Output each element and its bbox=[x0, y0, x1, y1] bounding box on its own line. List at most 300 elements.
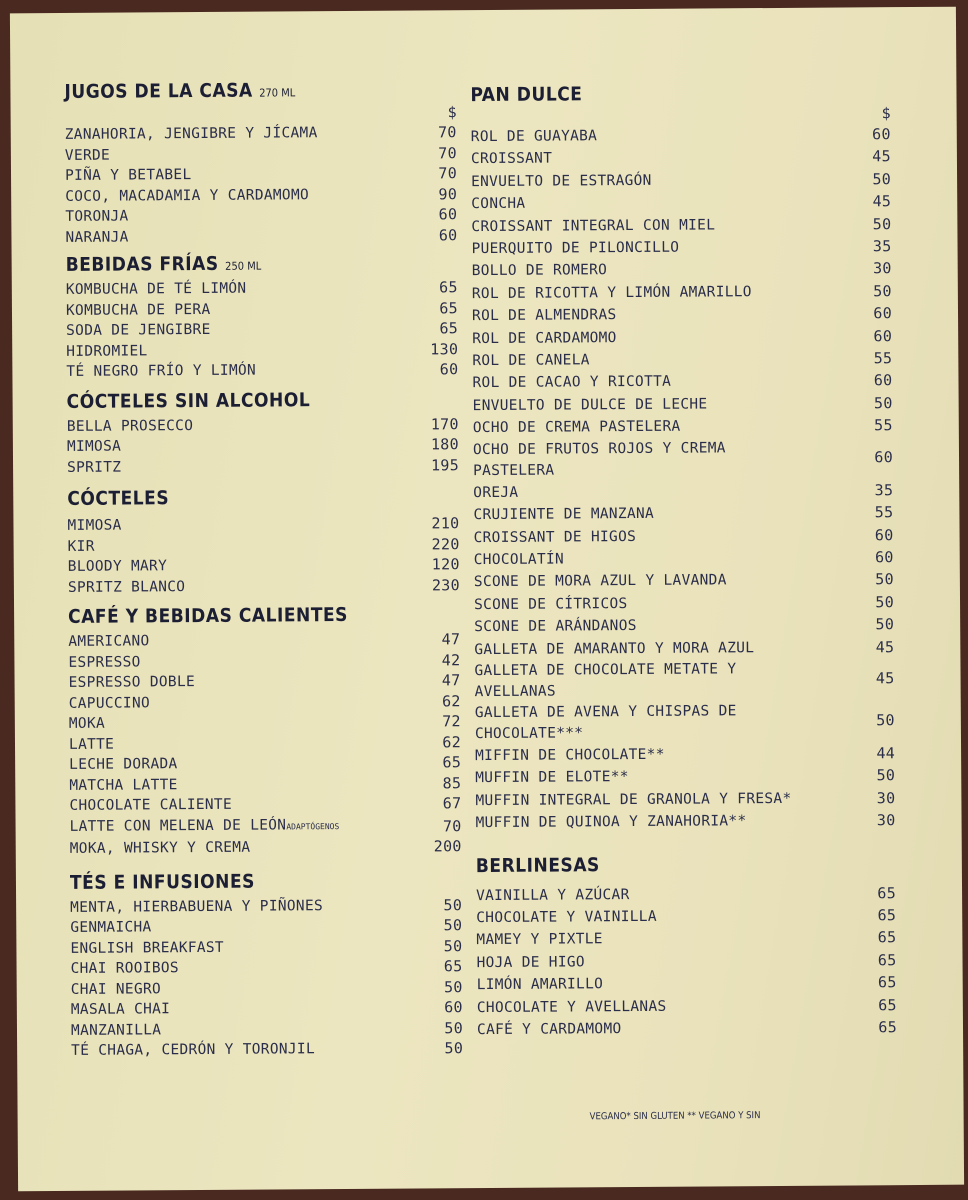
item-name-text: GALLETA DE CHOCOLATE METATE Y AVELLANAS bbox=[474, 661, 737, 701]
item-name-text: MANZANILLA bbox=[70, 1021, 162, 1039]
item-name-text: ROL DE ALMENDRAS bbox=[471, 307, 617, 325]
menu-item bbox=[66, 339, 458, 362]
section-title: PAN DULCE bbox=[470, 83, 583, 107]
menu-item bbox=[70, 895, 462, 918]
menu-item bbox=[474, 636, 894, 661]
menu-item bbox=[471, 146, 891, 171]
item-name-text: CHAI ROOIBOS bbox=[70, 960, 179, 977]
item-name-text: ENGLISH BREAKFAST bbox=[70, 939, 224, 957]
item-name bbox=[473, 437, 803, 481]
section-heading bbox=[67, 485, 459, 516]
item-name bbox=[65, 185, 309, 207]
item-name bbox=[68, 556, 167, 577]
item-name bbox=[65, 165, 192, 186]
item-name bbox=[473, 393, 708, 417]
item-price: 210 bbox=[431, 514, 460, 533]
section-title: BERLINESAS bbox=[475, 853, 600, 877]
item-name-text: SODA DE JENGIBRE bbox=[66, 321, 211, 339]
item-name-text: CHOCOLATÍN bbox=[473, 551, 565, 568]
item-price: 50 bbox=[873, 282, 892, 301]
menu-item bbox=[71, 997, 463, 1020]
section-title: CAFÉ Y BEBIDAS CALIENTES bbox=[68, 603, 349, 628]
item-price: 70 bbox=[438, 123, 457, 142]
item-name bbox=[475, 810, 746, 834]
menu-item bbox=[68, 650, 460, 673]
item-price: 30 bbox=[876, 788, 896, 808]
menu-item bbox=[67, 434, 459, 457]
menu-item bbox=[476, 904, 896, 929]
item-name-text: KOMBUCHA DE TÉ LIMÓN bbox=[65, 280, 247, 298]
item-name bbox=[68, 577, 186, 598]
section-title: BEBIDAS FRÍAS bbox=[65, 252, 219, 276]
item-name bbox=[476, 884, 630, 907]
section-unit: 250 ML bbox=[225, 259, 262, 273]
item-list bbox=[65, 122, 458, 248]
item-name-text: LATTE bbox=[68, 736, 115, 753]
menu-item bbox=[473, 479, 893, 504]
item-name-text: SPRITZ BLANCO bbox=[67, 578, 186, 596]
menu-item bbox=[472, 347, 892, 372]
item-name-text: TORONJA bbox=[65, 208, 129, 225]
item-price: 47 bbox=[441, 671, 461, 690]
item-name bbox=[477, 973, 604, 996]
item-name-text: ROL DE RICOTTA Y LIMÓN AMARILLO bbox=[471, 283, 752, 302]
menu-item bbox=[71, 977, 463, 1000]
item-name-text: MUFFIN INTEGRAL DE GRANOLA Y FRESA* bbox=[475, 790, 792, 809]
menu-item bbox=[69, 793, 461, 816]
section-jugos-de-la-casa bbox=[64, 78, 457, 248]
item-price: 45 bbox=[875, 637, 895, 656]
item-list bbox=[66, 277, 459, 382]
item-price: 50 bbox=[443, 936, 463, 955]
item-name-text: MIMOSA bbox=[66, 438, 122, 455]
item-name bbox=[71, 1020, 161, 1041]
item-price: 35 bbox=[872, 237, 892, 256]
item-price: 50 bbox=[444, 1039, 464, 1058]
section-heading bbox=[476, 852, 896, 885]
item-name bbox=[473, 481, 518, 504]
item-price: 195 bbox=[430, 455, 460, 474]
section-heading bbox=[68, 603, 460, 632]
menu-item bbox=[473, 414, 893, 439]
menu-item bbox=[66, 298, 458, 321]
menu-item bbox=[476, 927, 896, 952]
menu-item bbox=[65, 184, 457, 207]
menu-item bbox=[70, 936, 462, 959]
item-name bbox=[475, 744, 665, 768]
menu-item bbox=[473, 437, 893, 482]
item-name-text: LECHE DORADA bbox=[69, 756, 178, 773]
item-name bbox=[473, 503, 654, 527]
item-name bbox=[65, 123, 318, 145]
item-name bbox=[70, 937, 224, 959]
item-price: 70 bbox=[438, 164, 458, 183]
diet-legend: VEGANO* SIN GLUTEN ** VEGANO Y SIN bbox=[589, 1110, 761, 1123]
menu-item bbox=[66, 277, 458, 300]
menu-item bbox=[475, 787, 895, 812]
item-name-text: BLOODY MARY bbox=[67, 558, 168, 575]
item-name-text: SCONE DE MORA AZUL Y LAVANDA bbox=[473, 572, 727, 591]
item-name bbox=[474, 615, 637, 639]
item-price: 60 bbox=[438, 225, 458, 244]
item-price: 65 bbox=[877, 973, 897, 992]
item-name-text: CROISSANT DE HIGOS bbox=[473, 528, 637, 546]
menu-item bbox=[475, 764, 895, 789]
item-name bbox=[67, 457, 121, 478]
item-price: 65 bbox=[877, 906, 897, 925]
item-list bbox=[476, 882, 897, 1042]
item-name-text: VAINILLA Y AZÚCAR bbox=[476, 886, 630, 904]
section-bebidas-frias bbox=[66, 251, 459, 382]
item-list bbox=[471, 123, 896, 834]
section-heading bbox=[64, 78, 456, 105]
menu-item bbox=[71, 956, 463, 979]
item-name bbox=[68, 536, 95, 557]
item-name-text: GENMAICHA bbox=[70, 919, 152, 936]
item-name bbox=[70, 838, 251, 860]
item-price: 65 bbox=[439, 298, 459, 317]
item-price: 62 bbox=[442, 732, 462, 751]
menu-item bbox=[477, 994, 897, 1019]
section-unit: 270 ML bbox=[259, 86, 296, 100]
item-price: 50 bbox=[875, 570, 894, 589]
menu-item bbox=[472, 258, 892, 283]
item-name-text: MENTA, HIERBABUENA Y PIÑONES bbox=[70, 897, 324, 916]
menu-item bbox=[69, 691, 461, 714]
menu-item bbox=[65, 204, 457, 227]
item-name-text: ENVUELTO DE DULCE DE LECHE bbox=[472, 396, 708, 414]
item-name bbox=[68, 652, 140, 673]
menu-item bbox=[472, 280, 892, 305]
item-price: 170 bbox=[430, 414, 459, 433]
item-name-text: CHOCOLATE CALIENTE bbox=[69, 796, 233, 814]
menu-item bbox=[472, 302, 892, 327]
item-name-text: MUFFIN DE QUINOA Y ZANAHORIA** bbox=[475, 813, 747, 832]
item-price: 60 bbox=[874, 525, 894, 544]
menu-item bbox=[475, 809, 895, 834]
section-heading bbox=[470, 81, 890, 106]
item-price: 50 bbox=[875, 592, 895, 612]
item-name-text: OCHO DE FRUTOS ROJOS Y CREMA PASTELERA bbox=[472, 440, 726, 479]
menu-item bbox=[65, 225, 457, 248]
menu-item bbox=[70, 836, 462, 859]
menu-item bbox=[70, 814, 462, 839]
item-name bbox=[68, 631, 149, 652]
item-name-text: LATTE CON MELENA DE LEÓN bbox=[69, 816, 287, 835]
item-name-text: PIÑA Y BETABEL bbox=[64, 167, 192, 184]
item-name bbox=[65, 206, 128, 227]
menu-item bbox=[471, 235, 891, 260]
item-price: 45 bbox=[872, 192, 892, 211]
item-name bbox=[66, 320, 211, 342]
menu-item bbox=[476, 882, 896, 907]
section-title: TÉS E INFUSIONES bbox=[69, 870, 255, 894]
item-price: 50 bbox=[443, 916, 463, 935]
item-name-text: MATCHA LATTE bbox=[69, 776, 178, 794]
menu-item bbox=[471, 168, 891, 193]
item-name-text: ROL DE CACAO Y RICOTTA bbox=[472, 374, 672, 392]
item-name bbox=[474, 637, 754, 661]
menu-item bbox=[69, 711, 461, 734]
menu-item bbox=[475, 700, 895, 745]
item-name-text: TÉ NEGRO FRÍO Y LIMÓN bbox=[66, 362, 257, 380]
menu-item bbox=[472, 325, 892, 350]
item-list bbox=[70, 895, 463, 1062]
item-name-text: MUFFIN DE ELOTE** bbox=[475, 769, 629, 787]
item-name-text: AMERICANO bbox=[68, 633, 150, 650]
section-title: CÓCTELES bbox=[67, 487, 170, 510]
item-name bbox=[475, 766, 629, 789]
section-berlinesas bbox=[476, 852, 897, 1042]
menu-item bbox=[67, 513, 459, 536]
item-name bbox=[69, 754, 177, 775]
item-list bbox=[68, 629, 462, 859]
item-name-text: CONCHA bbox=[471, 195, 526, 213]
menu-item bbox=[67, 414, 459, 437]
item-price: 60 bbox=[874, 448, 894, 467]
item-price: 50 bbox=[444, 1018, 464, 1037]
item-name bbox=[471, 214, 715, 238]
item-price: 60 bbox=[874, 548, 894, 567]
item-name-text: NARANJA bbox=[65, 228, 129, 246]
menu-item bbox=[68, 554, 460, 577]
item-price: 65 bbox=[442, 753, 462, 772]
item-name bbox=[65, 227, 128, 248]
item-price: 60 bbox=[873, 304, 893, 323]
section-cafe-y-bebidas-calientes bbox=[68, 603, 462, 859]
item-name bbox=[472, 260, 608, 283]
item-list bbox=[67, 513, 460, 598]
item-name-text: TÉ CHAGA, CEDRÓN Y TORONJIL bbox=[71, 1041, 316, 1059]
item-name bbox=[474, 548, 564, 571]
item-price: 47 bbox=[441, 630, 461, 649]
item-price: 220 bbox=[431, 534, 460, 553]
item-name bbox=[69, 714, 105, 735]
menu-item bbox=[473, 501, 893, 526]
item-name-text: CHAI NEGRO bbox=[70, 980, 162, 998]
item-name bbox=[71, 979, 161, 1000]
item-name bbox=[71, 958, 179, 979]
item-name bbox=[475, 788, 791, 813]
item-name-text: OREJA bbox=[473, 484, 519, 501]
menu-item bbox=[69, 670, 461, 693]
item-name-text: ESPRESSO DOBLE bbox=[68, 674, 196, 691]
item-name-text: CROISSANT bbox=[470, 150, 553, 168]
item-price: 60 bbox=[439, 360, 459, 379]
item-name bbox=[472, 304, 617, 327]
item-price: 180 bbox=[430, 435, 459, 454]
item-price: 120 bbox=[431, 555, 460, 574]
item-price: 62 bbox=[441, 691, 461, 710]
menu-item bbox=[474, 658, 894, 703]
item-note: ADAPTÓGENOS bbox=[286, 821, 340, 831]
item-price: 30 bbox=[872, 259, 892, 278]
item-name bbox=[474, 659, 804, 703]
item-price: 42 bbox=[441, 650, 461, 669]
item-name-text: GALLETA DE AVENA Y CHISPAS DE CHOCOLATE*** bbox=[474, 703, 737, 743]
item-name-text: CHOCOLATE Y VAINILLA bbox=[476, 908, 657, 927]
item-name-text: VERDE bbox=[64, 147, 111, 164]
menu-item bbox=[473, 524, 893, 549]
item-name bbox=[476, 906, 657, 930]
item-name bbox=[472, 371, 671, 395]
item-name-text: CRUJIENTE DE MANZANA bbox=[473, 505, 655, 524]
item-price: 50 bbox=[872, 214, 892, 233]
item-price: 45 bbox=[872, 147, 891, 166]
item-name-text: MIFFIN DE CHOCOLATE** bbox=[475, 746, 665, 765]
item-name bbox=[70, 917, 151, 938]
item-price: 70 bbox=[442, 816, 462, 835]
item-name bbox=[473, 525, 636, 549]
item-name bbox=[69, 734, 114, 755]
item-list bbox=[67, 414, 459, 478]
item-name bbox=[471, 193, 525, 216]
item-name-text: SCONE DE ARÁNDANOS bbox=[474, 618, 637, 636]
item-price: 60 bbox=[438, 205, 458, 224]
item-price: 45 bbox=[875, 669, 895, 688]
item-price: 65 bbox=[877, 883, 897, 902]
item-price: 30 bbox=[876, 811, 896, 830]
menu-item bbox=[474, 591, 894, 616]
item-price: 44 bbox=[876, 744, 896, 763]
item-price: 55 bbox=[874, 416, 893, 435]
item-name bbox=[477, 995, 667, 1019]
item-name bbox=[476, 929, 603, 952]
menu-item bbox=[68, 629, 460, 652]
item-price: 60 bbox=[873, 371, 893, 390]
item-price: 55 bbox=[874, 503, 894, 522]
menu-item bbox=[472, 370, 892, 395]
item-price: 50 bbox=[443, 977, 463, 996]
item-name-text: ROL DE CARDAMOMO bbox=[472, 329, 617, 347]
item-name bbox=[477, 1018, 622, 1041]
item-price: 50 bbox=[873, 394, 893, 413]
menu-item bbox=[473, 392, 893, 417]
item-name bbox=[473, 416, 681, 440]
item-name bbox=[474, 570, 727, 594]
item-name bbox=[69, 775, 177, 796]
menu-item bbox=[476, 949, 896, 974]
menu-item bbox=[68, 534, 460, 557]
item-name bbox=[66, 299, 211, 321]
item-name-text: ESPRESSO bbox=[68, 653, 141, 671]
item-price: 90 bbox=[438, 184, 458, 203]
item-price: 55 bbox=[873, 349, 893, 368]
item-name-text: ROL DE GUAYABA bbox=[470, 128, 598, 146]
section-tes-e-infusiones bbox=[70, 869, 463, 1062]
item-name bbox=[71, 999, 170, 1020]
item-price: 70 bbox=[438, 143, 457, 162]
item-name bbox=[67, 416, 194, 437]
item-name-text: CROISSANT INTEGRAL CON MIEL bbox=[471, 217, 716, 235]
item-price: 65 bbox=[439, 278, 458, 297]
section-heading bbox=[66, 251, 458, 280]
right-column bbox=[470, 81, 897, 1041]
item-name-text: HIDROMIEL bbox=[66, 342, 148, 360]
menu-item bbox=[65, 163, 457, 186]
menu-item bbox=[69, 752, 461, 775]
menu-item bbox=[65, 143, 457, 166]
item-price: 35 bbox=[874, 480, 894, 499]
item-name-text: BOLLO DE ROMERO bbox=[471, 262, 608, 280]
menu-item bbox=[71, 1038, 463, 1061]
menu-item bbox=[70, 915, 462, 938]
item-name bbox=[70, 896, 323, 918]
item-name-text: MOKA bbox=[68, 715, 106, 732]
item-price: 65 bbox=[878, 1018, 898, 1037]
item-price: 130 bbox=[430, 339, 459, 358]
item-name-text: COCO, MACADAMIA Y CARDAMOMO bbox=[65, 186, 310, 205]
section-cocteles-sin-alcohol bbox=[67, 388, 460, 478]
section-heading bbox=[70, 869, 462, 898]
menu-item bbox=[474, 613, 894, 638]
item-name bbox=[471, 125, 598, 148]
item-price: 230 bbox=[431, 575, 460, 594]
item-name bbox=[67, 516, 121, 537]
item-name bbox=[67, 437, 121, 458]
item-name-text: SCONE DE CÍTRICOS bbox=[473, 595, 628, 613]
item-name bbox=[70, 815, 340, 839]
item-name-text: MIMOSA bbox=[67, 517, 122, 534]
item-price: 65 bbox=[877, 950, 897, 970]
item-name-text: MAMEY Y PIXTLE bbox=[476, 931, 603, 949]
item-price: 60 bbox=[873, 326, 893, 345]
section-title: JUGOS DE LA CASA bbox=[64, 79, 253, 103]
item-name-text: CAFÉ Y CARDAMOMO bbox=[476, 1021, 622, 1039]
menu-item bbox=[474, 568, 894, 593]
item-name bbox=[471, 170, 652, 194]
item-name bbox=[472, 281, 752, 305]
item-name-text: ROL DE CANELA bbox=[472, 352, 590, 370]
item-name-text: MASALA CHAI bbox=[70, 1001, 171, 1018]
currency-symbol: $ bbox=[447, 103, 457, 122]
menu-item bbox=[68, 575, 460, 598]
item-name-text: LIMÓN AMARILLO bbox=[476, 976, 604, 994]
menu-item bbox=[475, 742, 895, 767]
section-title: CÓCTELES SIN ALCOHOL bbox=[66, 388, 311, 413]
item-name bbox=[69, 795, 232, 817]
item-price: 60 bbox=[872, 125, 891, 144]
section-heading bbox=[67, 388, 459, 417]
item-name-text: KOMBUCHA DE PERA bbox=[65, 301, 211, 319]
item-price: 67 bbox=[442, 794, 462, 813]
item-name bbox=[66, 279, 247, 301]
item-name bbox=[472, 327, 617, 350]
menu-item bbox=[66, 318, 458, 341]
item-price: 65 bbox=[878, 995, 897, 1014]
left-column bbox=[64, 78, 463, 1061]
item-name bbox=[475, 701, 805, 745]
item-price: 72 bbox=[442, 712, 461, 731]
menu-item bbox=[477, 1016, 897, 1041]
menu-item bbox=[474, 546, 894, 571]
menu-item bbox=[66, 359, 458, 382]
item-name-text: OCHO DE CREMA PASTELERA bbox=[472, 418, 681, 437]
item-name bbox=[71, 1039, 315, 1061]
item-name bbox=[66, 341, 147, 362]
item-price: 65 bbox=[877, 928, 897, 947]
item-name-text: MOKA, WHISKY Y CREMA bbox=[69, 839, 251, 857]
item-name bbox=[476, 951, 585, 974]
section-pan-dulce bbox=[470, 81, 895, 834]
item-price: 65 bbox=[443, 957, 463, 976]
menu-item bbox=[65, 122, 457, 145]
item-name bbox=[472, 349, 590, 372]
item-name bbox=[474, 593, 628, 616]
item-name bbox=[471, 148, 552, 171]
menu-item bbox=[69, 732, 461, 755]
currency-symbol: $ bbox=[881, 104, 891, 123]
